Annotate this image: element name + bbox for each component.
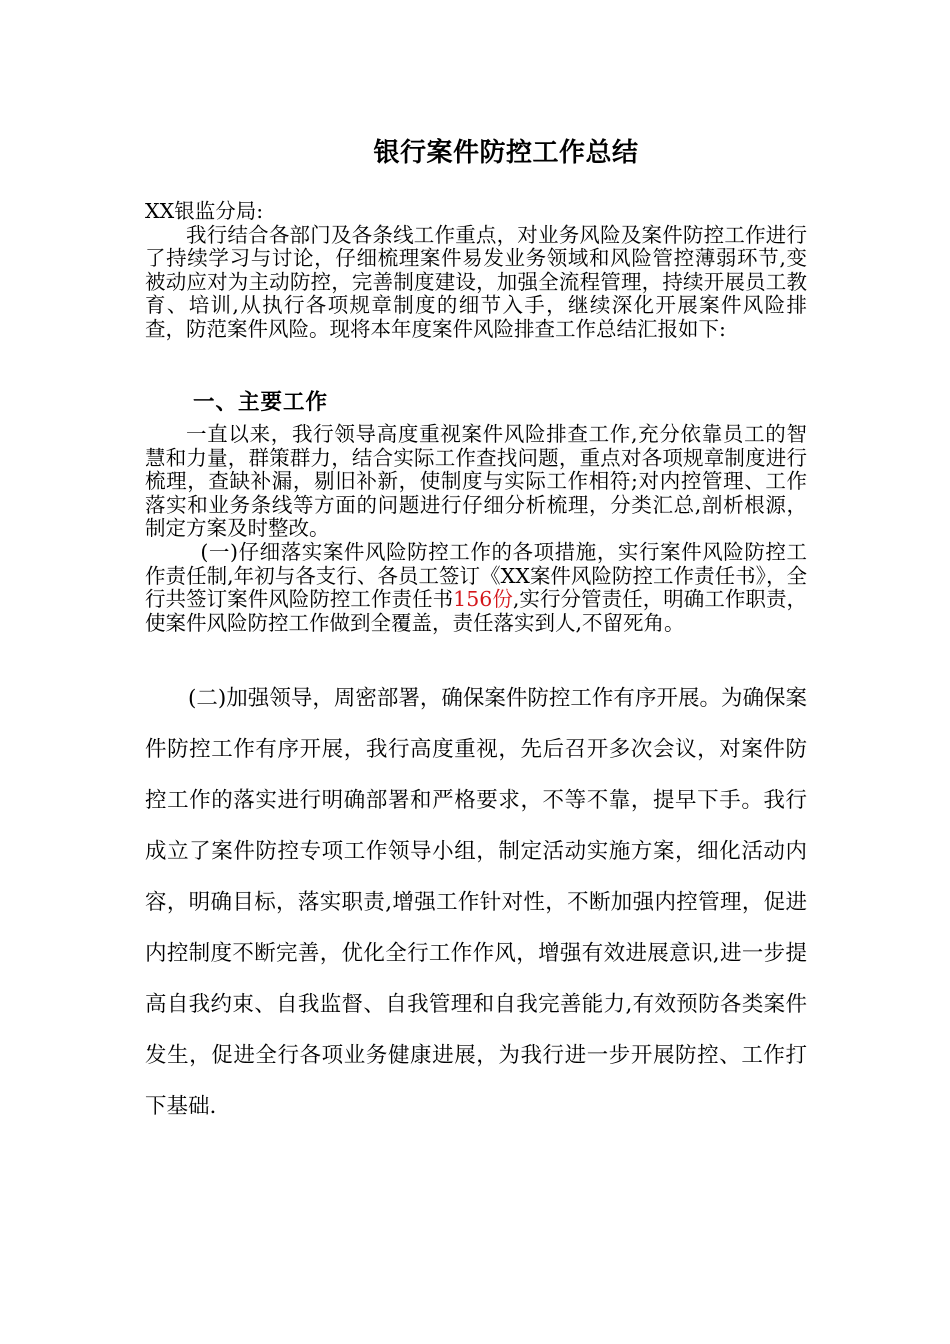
item1-text-after: ,实行分管责任，明确工作职责，使案件风险防控工作做到全覆盖，责任落实到人,不留死角。 [145,587,807,635]
item2-paragraph: (二)加强领导，周密部署，确保案件防控工作有序开展。为确保案件防控工作有序开展，我行高度重视，先后召开多次会议，对案件防控工作的落实进行明确部署和严格要求，不等不靠，提早下手。我行成立了案件防控专项工作领导小组，制定活动实施方案，细化活动内容，明确目标，落实职责,增强工作针对性，不断加强内控管理，促进内控制度不断完善，优化全行工作作风，增强有效进展意识,进一步提高自我约束、自我监督、自我管理和自我完善能力,有效预防各类案件发生，促进全行各项业务健康进展，为我行进一步开展防控、工作打下基础. [145,686,807,1119]
item1-text-before: (一)仔细落实案件风险防控工作的各项措施，实行案件风险防控工作责任制,年初与各支行、各员工签订《XX案件风险防控工作责任书》，全行共签订案件风险防控工作责任书 [145,539,807,612]
salutation: XX银监分局: [145,199,264,223]
item1-highlight-count: 156份 [453,587,513,612]
document-title: 银行案件防控工作总结 [373,138,639,168]
item1-paragraph [145,541,807,635]
intro-block [145,200,807,342]
intro-paragraph: 我行结合各部门及各条线工作重点，对业务风险及案件防控工作进行了持续学习与讨论，仔细梳理案件易发业务领域和风险管控薄弱环节,变被动应对为主动防控，完善制度建设，加强全流程管理，持续开展员工教育、培训,从执行各项规章制度的细节入手，继续深化开展案件风险排查，防范案件风险。现将本年度案件风险排查工作总结汇报如下: [145,222,807,341]
section1-paragraph: 一直以来，我行领导高度重视案件风险排查工作,充分依靠员工的智慧和力量，群策群力，结合实际工作查找问题，重点对各项规章制度进行梳理，查缺补漏，剔旧补新，使制度与实际工作相符;对内控管理、工作落实和业务条线等方面的问题进行仔细分析梳理，分类汇总,剖析根源，制定方案及时整改。 [145,422,807,541]
section-heading-main-work: 一、主要工作 [193,390,329,415]
section1-block [145,423,807,635]
item2-block [145,673,807,1132]
